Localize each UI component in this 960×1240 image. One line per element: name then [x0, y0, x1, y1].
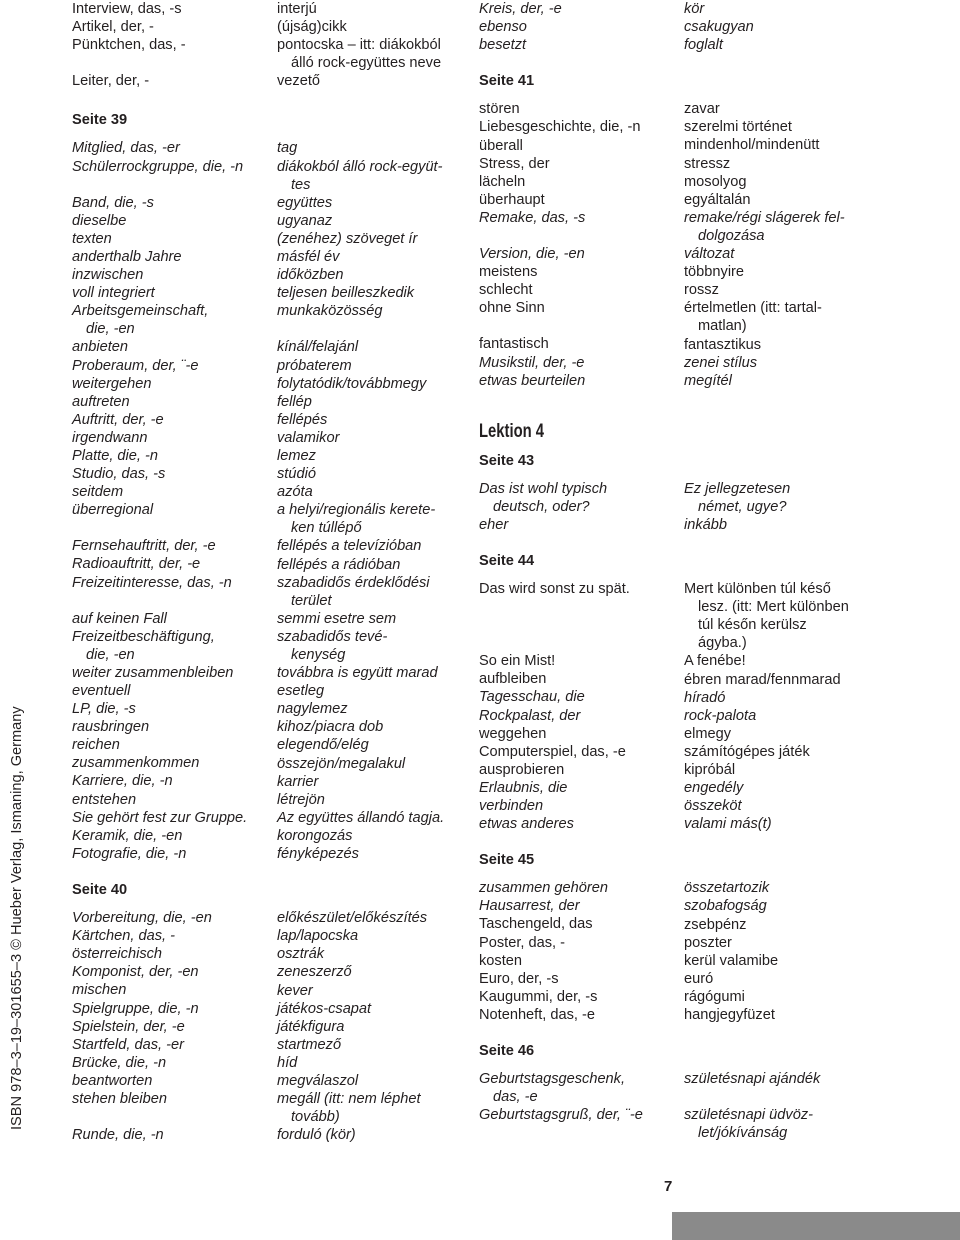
entry: karrier [277, 773, 319, 790]
entry: mosolyog [684, 173, 747, 190]
entry: lap/lapocska [277, 928, 359, 945]
entry: zavar [684, 101, 720, 118]
entry: Studio, das, -s [72, 466, 166, 483]
entry: osztrák [277, 946, 325, 963]
entry: megítél [684, 372, 732, 389]
entry: Ez jellegzetesen [684, 480, 791, 497]
entry: korongozás [277, 827, 353, 844]
entry: Kaugummi, der, -s [479, 988, 598, 1005]
entry: játékos-csapat [277, 1000, 372, 1017]
entry: österreichisch [72, 946, 163, 963]
entry: híradó [684, 689, 726, 706]
entry: azóta [277, 484, 313, 501]
entry: dolgozása [698, 227, 765, 244]
entry: interjú [277, 1, 317, 17]
entry: folytatódik/továbbmegy [277, 375, 427, 392]
entry: kever [277, 982, 313, 999]
entry: valami más(t) [684, 816, 772, 833]
entry: Az együttes állandó tagja. [277, 809, 445, 826]
entry: fellépés a televízióban [277, 538, 422, 555]
entry: szobafogság [684, 898, 767, 915]
entry: összeköt [684, 798, 742, 815]
entry: auftreten [72, 393, 130, 410]
entry: mindenhol/mindenütt [684, 137, 820, 154]
entry: pontocska – itt: diákokból [277, 37, 441, 54]
entry: (újság)cikk [277, 19, 347, 36]
entry: Radioauftritt, der, -e [72, 556, 201, 573]
entry: Poster, das, - [479, 934, 565, 951]
entry: stúdió [277, 466, 316, 483]
entry: Hausarrest, der [479, 898, 580, 915]
entry: teljesen beilleszkedik [277, 285, 415, 302]
entry: Fernsehauftritt, der, -e [72, 538, 216, 555]
entry: Platte, die, -n [72, 447, 158, 464]
entry: besetzt [479, 37, 527, 54]
entry: esetleg [277, 683, 325, 700]
entry: zusammenkommen [72, 755, 200, 772]
entry: zeneszerző [277, 964, 352, 981]
entry: Stress, der [479, 155, 550, 172]
entry: egyáltalán [684, 191, 751, 208]
entry: kosten [479, 952, 522, 969]
entry: számítógépes játék [684, 743, 810, 760]
entry: rágógumi [684, 988, 745, 1005]
entry: zusammen gehören [479, 880, 608, 897]
entry: Mert különben túl késő [684, 581, 831, 598]
entry: Rockpalast, der [479, 707, 581, 724]
entry: reichen [72, 737, 120, 754]
entry: auf keinen Fall [72, 610, 167, 627]
entry: a helyi/regionális kerete- [277, 502, 436, 519]
entry: Auftritt, der, -e [72, 411, 164, 428]
entry: játékfigura [277, 1018, 345, 1035]
entry: semmi esetre sem [277, 610, 397, 627]
entry: születésnapi üdvöz- [684, 1107, 813, 1124]
entry: schlecht [479, 282, 533, 299]
entry: valamikor [277, 429, 340, 446]
entry: Notenheft, das, -e [479, 1006, 596, 1023]
entry: stören [479, 101, 520, 118]
entry: megválaszol [277, 1072, 359, 1089]
entry: másfél év [277, 249, 340, 266]
entry: Spielgruppe, die, -n [72, 1000, 199, 1017]
german-column-left [72, 0, 272, 1144]
entry: tag [277, 140, 298, 157]
entry: diákokból álló rock-együt- [277, 158, 443, 175]
entry: ken túllépő [291, 520, 362, 537]
entry: Spielstein, der, -e [72, 1018, 185, 1035]
entry: rock-palota [684, 707, 757, 724]
entry: ébren marad/fennmarad [684, 671, 841, 688]
entry: irgendwann [72, 429, 148, 446]
entry: meistens [479, 264, 538, 281]
entry: értelmetlen (itt: tartal- [684, 300, 822, 317]
entry: So ein Mist! [479, 653, 556, 670]
entry: das, -e [493, 1089, 538, 1106]
entry: szabadidős érdeklődési [277, 574, 430, 591]
entry: Artikel, der, - [72, 19, 154, 36]
entry: Remake, das, -s [479, 209, 586, 226]
entry: Interview, das, -s [72, 1, 182, 17]
entry: Leiter, der, - [72, 73, 150, 90]
entry: próbaterem [277, 357, 352, 374]
hungarian-column-right [684, 0, 904, 1142]
entry: fellépés a rádióban [277, 556, 401, 573]
entry: álló rock-együttes neve [291, 55, 442, 72]
entry: Fotografie, die, -n [72, 845, 187, 862]
entry: híd [277, 1054, 298, 1071]
entry: szabadidős tevé- [277, 628, 388, 645]
section-heading: Seite 44 [479, 553, 535, 570]
entry: startmező [277, 1036, 342, 1053]
entry: elegendő/elég [277, 737, 369, 754]
entry: forduló (kör) [277, 1127, 356, 1144]
entry: Erlaubnis, die [479, 779, 568, 796]
entry: Das ist wohl typisch [479, 480, 608, 497]
entry: Musikstil, der, -e [479, 354, 585, 371]
page-number: 7 [664, 1178, 673, 1195]
entry: Taschengeld, das [479, 916, 593, 933]
entry: Schülerrockgruppe, die, -n [72, 158, 244, 175]
entry: anbieten [72, 339, 128, 356]
entry: együttes [277, 194, 333, 211]
isbn-copyright-line: ISBN 978–3–19–301655–3 © Hueber Verlag, Ismaning, Germany [9, 706, 25, 1130]
entry: etwas anderes [479, 816, 574, 833]
entry: Komponist, der, -en [72, 964, 199, 981]
entry: ebenso [479, 19, 527, 36]
entry: tovább) [291, 1109, 340, 1126]
entry: inzwischen [72, 267, 144, 284]
entry: mischen [72, 982, 127, 999]
entry: rausbringen [72, 719, 150, 736]
entry: terület [291, 592, 332, 609]
entry: texten [72, 230, 112, 247]
entry: megáll (itt: nem léphet [277, 1091, 421, 1108]
entry: továbbra is együtt marad [277, 665, 438, 682]
entry: voll integriert [72, 285, 155, 302]
entry: stehen bleiben [72, 1090, 167, 1107]
entry: kör [684, 1, 705, 17]
entry: túl későn kerülsz [698, 617, 807, 634]
entry: weitergehen [72, 375, 152, 392]
entry: zsebpénz [684, 916, 747, 933]
entry: Geburtstagsgruß, der, ¨-e [479, 1107, 643, 1124]
entry: lemez [277, 447, 316, 464]
entry: Pünktchen, das, - [72, 37, 186, 54]
entry: euró [684, 970, 714, 987]
section-heading: Seite 45 [479, 852, 535, 869]
entry: kenység [291, 647, 346, 663]
entry: Vorbereitung, die, -en [72, 910, 212, 927]
entry: kínál/felajánl [277, 339, 359, 356]
entry: zenei stílus [684, 354, 758, 371]
entry: beantworten [72, 1072, 153, 1089]
entry: kihoz/piacra dob [277, 719, 384, 736]
entry: Freizeitinteresse, das, -n [72, 574, 232, 591]
entry: Arbeitsgemeinschaft, [72, 303, 209, 320]
entry: weiter zusammenbleiben [72, 664, 234, 681]
entry: hangjegyfüzet [684, 1007, 775, 1024]
entry: kerül valamibe [684, 952, 779, 969]
entry: fantasztikus [684, 336, 762, 353]
entry: deutsch, oder? [493, 498, 590, 515]
section-heading: Seite 46 [479, 1043, 535, 1060]
hungarian-column-left [277, 0, 477, 1144]
entry: inkább [684, 516, 728, 533]
entry: Proberaum, der, ¨-e [72, 357, 199, 374]
entry: vezető [277, 73, 320, 90]
entry: let/jókívánság [698, 1125, 788, 1142]
entry: Kärtchen, das, - [72, 928, 176, 945]
entry: többnyire [684, 264, 745, 281]
entry: überall [479, 137, 523, 154]
entry: poszter [684, 934, 732, 951]
entry: anderthalb Jahre [72, 248, 182, 265]
entry: Freizeitbeschäftigung, [72, 628, 215, 645]
entry: entstehen [72, 791, 137, 808]
entry: fellép [277, 393, 312, 410]
entry: tes [291, 176, 311, 193]
section-heading: Seite 40 [72, 881, 128, 898]
entry: weggehen [479, 725, 547, 742]
entry: Sie gehört fest zur Gruppe. [72, 809, 248, 826]
entry: Band, die, -s [72, 194, 154, 211]
entry: Das wird sonst zu spät. [479, 581, 630, 598]
entry: csakugyan [684, 19, 754, 36]
section-heading: Seite 43 [479, 452, 535, 469]
entry: Kreis, der, -e [479, 1, 562, 17]
entry: remake/régi slágerek fel- [684, 209, 845, 226]
entry: etwas beurteilen [479, 372, 586, 389]
section-heading: Seite 41 [479, 73, 535, 90]
entry: überhaupt [479, 191, 545, 208]
entry: elmegy [684, 725, 732, 742]
entry: Version, die, -en [479, 246, 585, 263]
entry: ugyanaz [277, 212, 333, 229]
entry: ágyba.) [698, 635, 747, 652]
entry: engedély [684, 780, 744, 797]
entry: Tagesschau, die [479, 689, 585, 706]
entry: A fenébe! [684, 653, 746, 670]
entry: die, -en [86, 321, 135, 338]
entry: időközben [277, 267, 344, 284]
entry: überregional [72, 502, 154, 519]
entry: rossz [684, 282, 719, 299]
entry: ausprobieren [479, 761, 565, 778]
entry: Karriere, die, -n [72, 773, 173, 790]
entry: foglalt [684, 37, 723, 54]
entry: dieselbe [72, 212, 127, 229]
entry: kipróbál [684, 762, 736, 778]
entry: Brücke, die, -n [72, 1054, 167, 1071]
entry: szerelmi történet [684, 119, 792, 136]
footer-band [672, 1212, 960, 1240]
entry: Keramik, die, -en [72, 827, 183, 844]
entry: fellépés [277, 411, 328, 428]
lesson-heading: Lektion 4 [479, 420, 545, 442]
entry: stressz [684, 155, 731, 172]
entry: seitdem [72, 484, 124, 501]
entry: Euro, der, -s [479, 970, 559, 987]
section-heading: Seite 39 [72, 112, 128, 129]
entry: lächeln [479, 173, 526, 190]
entry: LP, die, -s [72, 701, 136, 718]
entry: lesz. (itt: Mert különben [698, 599, 849, 616]
entry: (zenéhez) szöveget ír [277, 230, 418, 247]
entry: Geburtstagsgeschenk, [479, 1071, 626, 1088]
entry: összejön/megalakul [277, 755, 406, 772]
entry: Mitglied, das, -er [72, 140, 180, 157]
entry: születésnapi ajándék [684, 1071, 821, 1088]
entry: német, ugye? [698, 498, 787, 515]
entry: ohne Sinn [479, 300, 545, 317]
german-column-right [479, 0, 679, 1124]
entry: nagylemez [277, 701, 348, 718]
entry: Runde, die, -n [72, 1127, 164, 1144]
entry: eher [479, 516, 509, 533]
entry: matlan) [698, 318, 747, 335]
entry: előkészület/előkészítés [277, 910, 428, 927]
entry: létrejön [277, 791, 325, 808]
entry: aufbleiben [479, 671, 547, 688]
entry: munkaközösség [277, 303, 383, 320]
entry: die, -en [86, 646, 135, 663]
entry: Computerspiel, das, -e [479, 743, 626, 760]
entry: verbinden [479, 798, 544, 814]
entry: Liebesgeschichte, die, -n [479, 119, 641, 136]
entry: összetartozik [684, 880, 770, 897]
entry: változat [684, 246, 735, 263]
entry: fantastisch [479, 336, 549, 353]
entry: fényképezés [277, 846, 359, 863]
entry: Startfeld, das, -er [72, 1036, 184, 1053]
entry: eventuell [72, 683, 131, 699]
